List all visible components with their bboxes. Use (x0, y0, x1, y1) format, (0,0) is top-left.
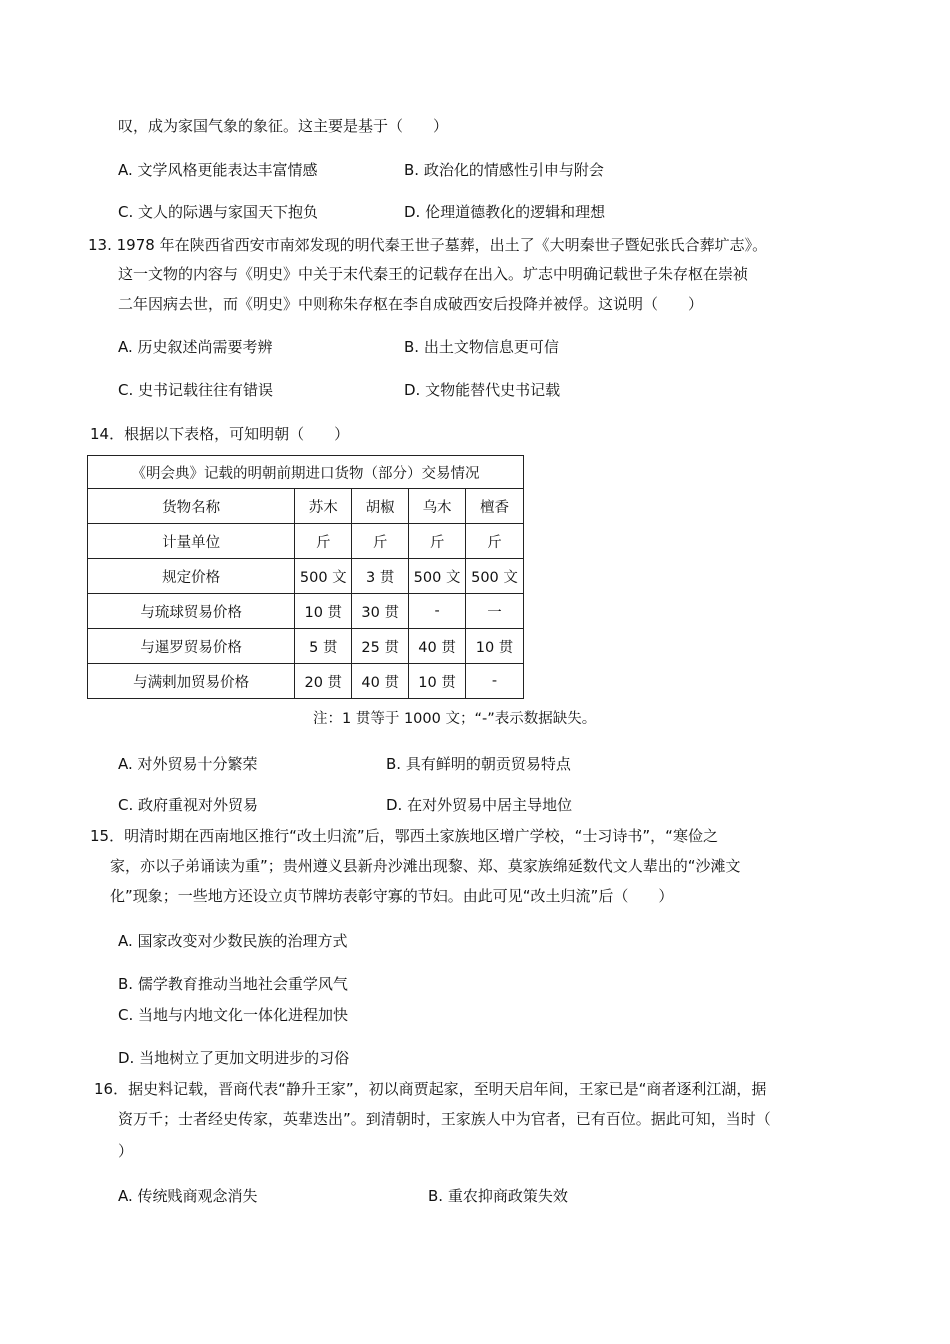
table-cell: 500 文 (295, 559, 352, 594)
q12-stem-end: 叹，成为家国气象的象征。这主要是基于（ ） (118, 117, 449, 135)
table-cell: 斤 (295, 524, 352, 559)
table-cell: 20 贯 (295, 664, 352, 699)
table-cell: 一 (466, 594, 524, 629)
table-header-cell: 乌木 (409, 489, 466, 524)
q15-option-a[interactable]: A. 国家改变对少数民族的治理方式 (118, 932, 348, 950)
q13-option-b[interactable]: B. 出土文物信息更可信 (404, 338, 559, 356)
q16-option-b[interactable]: B. 重农抑商政策失效 (428, 1187, 568, 1205)
q14-option-b[interactable]: B. 具有鲜明的朝贡贸易特点 (386, 755, 571, 773)
table-header-cell: 檀香 (466, 489, 524, 524)
table-cell: 斤 (466, 524, 524, 559)
q12-option-d[interactable]: D. 伦理道德教化的逻辑和理想 (404, 203, 606, 221)
trade-table (87, 455, 524, 699)
q14-option-c[interactable]: C. 政府重视对外贸易 (118, 796, 259, 814)
table-cell: 25 贯 (352, 629, 409, 664)
table-row (88, 594, 524, 629)
q15-stem-line2: 家，亦以子弟诵读为重”；贵州遵义县新舟沙滩出现黎、郑、莫家族绵延数代文人辈出的“沙滩文 (110, 857, 741, 875)
table-header-row (88, 489, 524, 524)
q16-stem-line2: 资万千；士者经史传家，英辈迭出”。到清朝时，王家族人中为官者，已有百位。据此可知，当时（ (118, 1110, 771, 1128)
q13-option-c[interactable]: C. 史书记载往往有错误 (118, 381, 274, 399)
q15-stem-line3: 化”现象；一些地方还设立贞节牌坊表彰守寡的节妇。由此可见“改土归流”后（ ） (110, 887, 674, 905)
table-cell: - (466, 664, 524, 699)
table-cell: 斤 (409, 524, 466, 559)
q15-option-d[interactable]: D. 当地树立了更加文明进步的习俗 (118, 1049, 350, 1067)
table-cell: 3 贯 (352, 559, 409, 594)
table-header-label: 货物名称 (88, 489, 295, 524)
row-label: 规定价格 (88, 559, 295, 594)
q14-option-a[interactable]: A. 对外贸易十分繁荣 (118, 755, 258, 773)
table-cell: 40 贯 (352, 664, 409, 699)
table-row (88, 629, 524, 664)
q16-stem-line1: 16．据史料记载，晋商代表“静升王家”，初以商贾起家，至明天启年间，王家已是“商者逐利江湖，据 (94, 1080, 767, 1098)
table-row (88, 559, 524, 594)
row-label: 计量单位 (88, 524, 295, 559)
q12-option-c[interactable]: C. 文人的际遇与家国天下抱负 (118, 203, 319, 221)
q15-stem-line1: 15．明清时期在西南地区推行“改土归流”后，鄂西土家族地区增广学校，“士习诗书”，“寒俭之 (90, 827, 718, 845)
table-cell: 10 贯 (295, 594, 352, 629)
table-cell: 10 贯 (409, 664, 466, 699)
table-cell: - (409, 594, 466, 629)
q13-stem-line1: 13. 1978 年在陕西省西安市南郊发现的明代秦王世子墓葬，出土了《大明秦世子暨妃张氏合葬圹志》。 (88, 236, 768, 254)
table-title: 《明会典》记载的明朝前期进口货物（部分）交易情况 (88, 456, 524, 489)
q13-option-d[interactable]: D. 文物能替代史书记载 (404, 381, 561, 399)
q14-table-note: 注：1 贯等于 1000 文；“-”表示数据缺失。 (313, 711, 597, 727)
table-header-cell: 胡椒 (352, 489, 409, 524)
table-cell: 500 文 (466, 559, 524, 594)
q15-option-b[interactable]: B. 儒学教育推动当地社会重学风气 (118, 975, 348, 993)
row-label: 与暹罗贸易价格 (88, 629, 295, 664)
table-row (88, 524, 524, 559)
table-cell: 斤 (352, 524, 409, 559)
table-header-cell: 苏木 (295, 489, 352, 524)
q13-stem-line3: 二年因病去世，而《明史》中则称朱存枢在李自成破西安后投降并被俘。这说明（ ） (118, 295, 704, 313)
q12-option-a[interactable]: A. 文学风格更能表达丰富情感 (118, 161, 318, 179)
q14-stem: 14．根据以下表格，可知明朝（ ） (90, 425, 350, 443)
row-label: 与琉球贸易价格 (88, 594, 295, 629)
q16-option-a[interactable]: A. 传统贱商观念消失 (118, 1187, 258, 1205)
table-cell: 500 文 (409, 559, 466, 594)
q16-stem-line3: ） (118, 1142, 134, 1160)
table-cell: 5 贯 (295, 629, 352, 664)
q13-stem-line2: 这一文物的内容与《明史》中关于末代秦王的记载存在出入。圹志中明确记载世子朱存枢在崇祯 (118, 265, 749, 283)
q13-option-a[interactable]: A. 历史叙述尚需要考辨 (118, 338, 273, 356)
table-cell: 30 贯 (352, 594, 409, 629)
q12-option-b[interactable]: B. 政治化的情感性引申与附会 (404, 161, 604, 179)
q15-option-c[interactable]: C. 当地与内地文化一体化进程加快 (118, 1006, 349, 1024)
table-cell: 40 贯 (409, 629, 466, 664)
table-cell: 10 贯 (466, 629, 524, 664)
table-row (88, 664, 524, 699)
q14-option-d[interactable]: D. 在对外贸易中居主导地位 (386, 796, 573, 814)
row-label: 与满剌加贸易价格 (88, 664, 295, 699)
